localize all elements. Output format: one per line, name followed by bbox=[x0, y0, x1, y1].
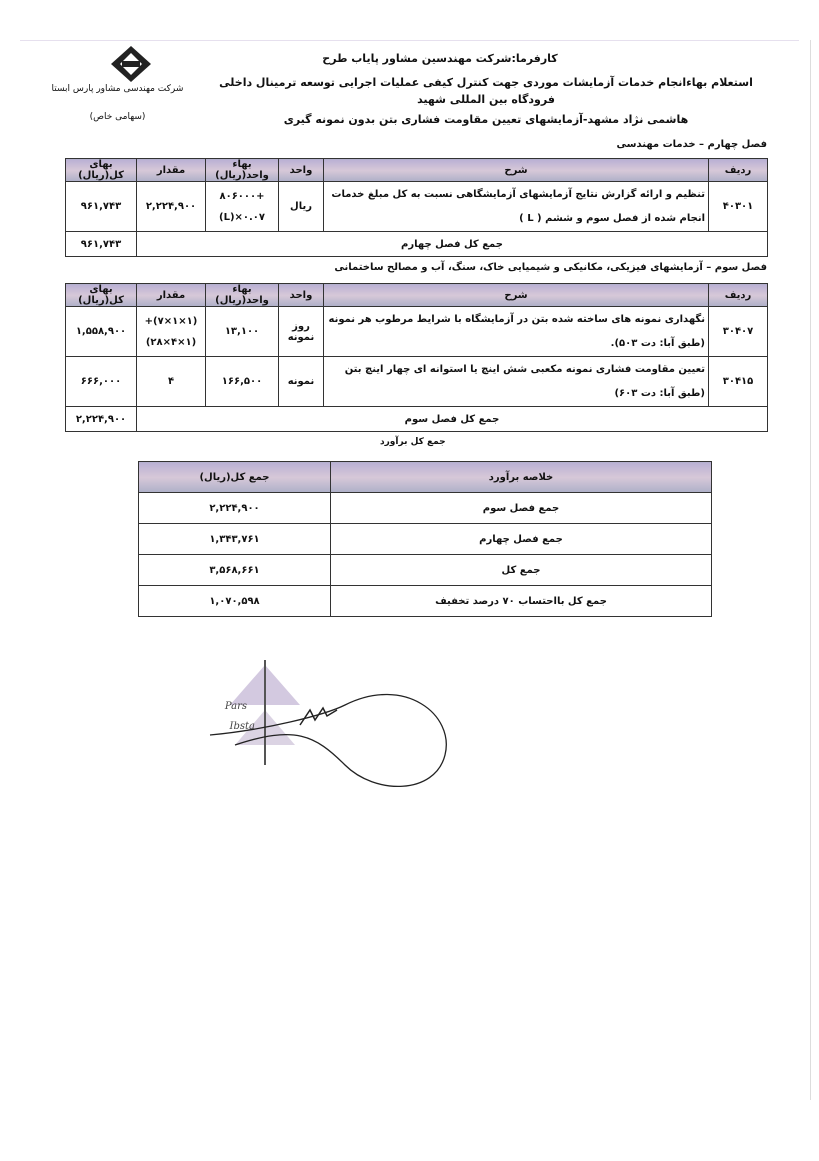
table-row bbox=[66, 357, 768, 407]
table-header bbox=[139, 462, 712, 493]
qty-line: (۱×۱×۷)+ bbox=[144, 315, 198, 327]
summary-label: جمع کل بااحتساب ۷۰ درصد تخفیف bbox=[331, 586, 712, 617]
summary-row bbox=[139, 493, 712, 524]
company-name: شرکت مهندسی مشاور پارس ابستا bbox=[51, 84, 184, 94]
col-unit-price: بهاء واحد(ریال) bbox=[206, 284, 279, 307]
col-total: بهای کل(ریال) bbox=[66, 159, 137, 182]
col-unit: واحد bbox=[279, 284, 324, 307]
qty-line: (۱×۴×۲۸) bbox=[145, 336, 197, 348]
col-qty: مقدار bbox=[137, 284, 206, 307]
row-unit: ریال bbox=[279, 182, 324, 232]
row-total: ۶۶۶,۰۰۰ bbox=[66, 357, 137, 407]
col-total: جمع کل(ریال) bbox=[139, 462, 331, 493]
total-row bbox=[66, 232, 768, 257]
row-unit: روز نمونه bbox=[279, 307, 324, 357]
section3-table bbox=[65, 283, 768, 432]
row-desc: نگهداری نمونه های ساخته شده بتن در آزمایشگاه با شرایط مرطوب هر نمونه (طبق آبا: دت ۵۰۳). bbox=[324, 307, 709, 357]
summary-label: جمع فصل چهارم bbox=[331, 524, 712, 555]
row-qty: ۲,۲۲۴,۹۰۰ bbox=[137, 182, 206, 232]
section3-title: فصل سوم – آزمایشهای فیزیکی، مکانیکی و شیمیایی خاک، سنگ، آب و مصالح ساختمانی bbox=[334, 262, 767, 273]
company-stamp-and-signature bbox=[205, 655, 465, 805]
row-desc: تعیین مقاومت فشاری نمونه مکعبی شش اینچ یا استوانه ای چهار اینچ بتن (طبق آبا: دت ۶۰۳) bbox=[324, 357, 709, 407]
row-unit-price bbox=[206, 182, 279, 232]
row-desc: تنظیم و ارائه گزارش نتایج آزمایشهای آزمایشگاهی نسبت به کل مبلغ خدمات انجام شده از فصل سوم و ششم ( L ) bbox=[324, 182, 709, 232]
total-row bbox=[66, 407, 768, 432]
row-qty: ۴ bbox=[137, 357, 206, 407]
section4-table bbox=[65, 158, 768, 257]
row-total: ۱,۵۵۸,۹۰۰ bbox=[66, 307, 137, 357]
summary-caption: جمع کل برآورد bbox=[380, 437, 446, 447]
summary-value: ۱,۰۷۰,۵۹۸ bbox=[139, 586, 331, 617]
col-unit: واحد bbox=[279, 159, 324, 182]
row-code: ۳۰۴۱۵ bbox=[709, 357, 768, 407]
col-row: ردیف bbox=[709, 159, 768, 182]
scan-edge bbox=[20, 40, 799, 41]
summary-value: ۲,۲۲۴,۹۰۰ bbox=[139, 493, 331, 524]
col-unit-price: بهاء واحد(ریال) bbox=[206, 159, 279, 182]
svg-text:Pars: Pars bbox=[224, 701, 247, 712]
total-label: جمع کل فصل چهارم bbox=[137, 232, 768, 257]
table-row bbox=[66, 307, 768, 357]
company-logo bbox=[110, 45, 152, 83]
summary-row bbox=[139, 586, 712, 617]
row-qty bbox=[137, 307, 206, 357]
summary-value: ۱,۳۴۳,۷۶۱ bbox=[139, 524, 331, 555]
row-code: ۳۰۴۰۷ bbox=[709, 307, 768, 357]
svg-text:Ibsta: Ibsta bbox=[229, 721, 255, 732]
row-unit-price: ۱۶۶,۵۰۰ bbox=[206, 357, 279, 407]
summary-row bbox=[139, 555, 712, 586]
col-desc: شرح bbox=[324, 159, 709, 182]
col-summary: خلاصه برآورد bbox=[331, 462, 712, 493]
company-type: (سهامی خاص) bbox=[89, 112, 146, 122]
total-value: ۲,۲۲۴,۹۰۰ bbox=[66, 407, 137, 432]
summary-table bbox=[138, 461, 712, 617]
summary-label: جمع کل bbox=[331, 555, 712, 586]
row-unit-price: ۱۳,۱۰۰ bbox=[206, 307, 279, 357]
title-line-2: هاشمی نژاد مشهد-آزمایشهای تعیین مقاومت فشاری بتن بدون نمونه گیری bbox=[283, 113, 689, 126]
title-block bbox=[205, 74, 767, 128]
row-code: ۴۰۳۰۱ bbox=[709, 182, 768, 232]
col-desc: شرح bbox=[324, 284, 709, 307]
unit-price-line: +۸۰۶۰۰۰ bbox=[219, 190, 265, 202]
section4-title: فصل چهارم – خدمات مهندسی bbox=[616, 139, 767, 150]
table-header bbox=[66, 159, 768, 182]
col-row: ردیف bbox=[709, 284, 768, 307]
col-total: بهای کل(ریال) bbox=[66, 284, 137, 307]
summary-row bbox=[139, 524, 712, 555]
scan-edge bbox=[810, 40, 811, 1100]
total-value: ۹۶۱,۷۴۳ bbox=[66, 232, 137, 257]
row-total: ۹۶۱,۷۴۳ bbox=[66, 182, 137, 232]
unit-price-line: ۰.۰۷×(L) bbox=[218, 211, 265, 223]
title-line-1: استعلام بهاءانجام خدمات آزمایشات موردی جهت کنترل کیفی عملیات اجرایی توسعه ترمینال داخلی فرودگاه بین المللی شهید bbox=[219, 76, 753, 106]
table-header bbox=[66, 284, 768, 307]
col-qty: مقدار bbox=[137, 159, 206, 182]
client-line: کارفرما:شرکت مهندسین مشاور پایاب طرح bbox=[322, 52, 558, 65]
total-label: جمع کل فصل سوم bbox=[137, 407, 768, 432]
row-unit: نمونه bbox=[279, 357, 324, 407]
summary-label: جمع فصل سوم bbox=[331, 493, 712, 524]
summary-value: ۳,۵۶۸,۶۶۱ bbox=[139, 555, 331, 586]
table-row bbox=[66, 182, 768, 232]
